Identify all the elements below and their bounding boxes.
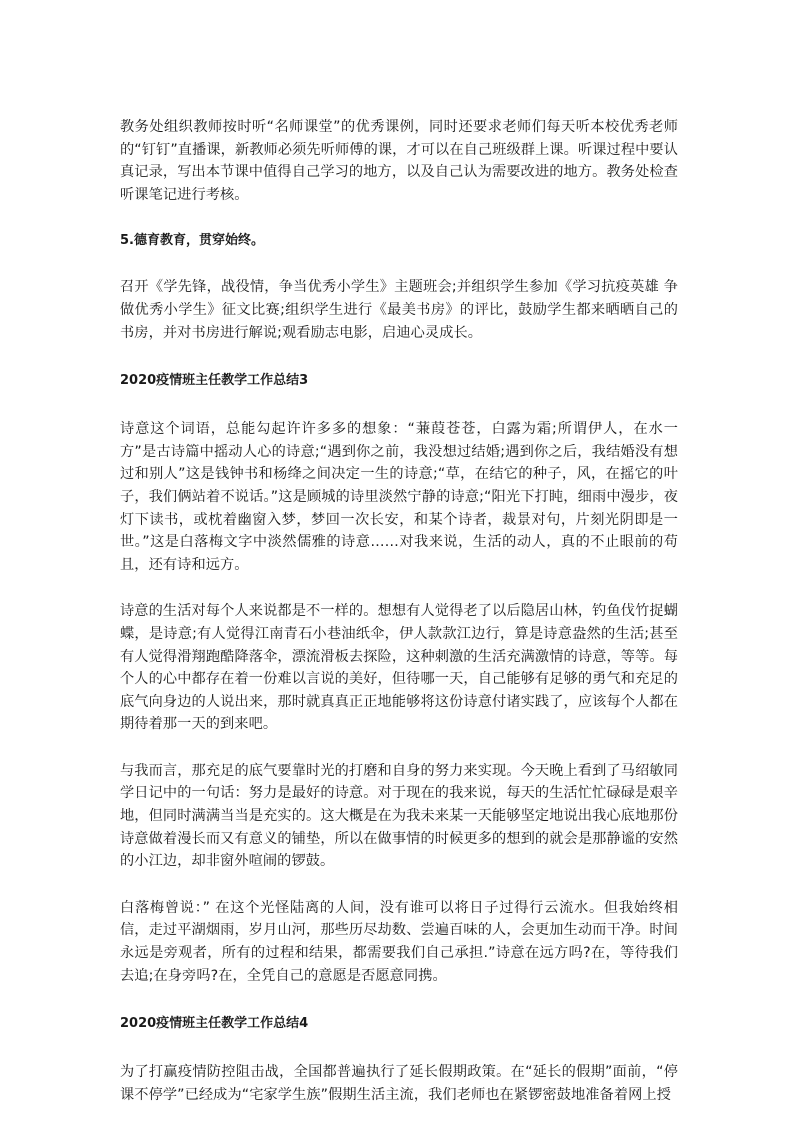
document-page [120, 116, 678, 1106]
subheading-moral-education: 5.德育教育，贯穿始终。 [120, 233, 264, 249]
section-heading-summary-4: 2020疫情班主任教学工作总结4 [120, 1016, 309, 1032]
section-heading-summary-3: 2020疫情班主任教学工作总结3 [120, 373, 309, 389]
paragraph-poetry-intro: 诗意这个词语，总能勾起许许多多的想象：“蒹葭苍苍，白露为霜;所谓伊人，在水一方”是古诗篇中摇动人心的诗意;“遇到你之前，我没想过结婚;遇到你之后，我结婚没有想过和别人”这是钱钟书和杨绛之间决定一生的诗意;“草，在结它的种子，风，在摇它的叶子，我们俩站着不说话。”这是顾城的诗里淡然宁静的诗意;“阳光下打盹，细雨中漫步，夜灯下读书，或枕着幽窗入梦，梦回一次长安，和某个诗者，裁景对句，片刻光阴即是一世。”这是白落梅文字中淡然儒雅的诗意……对我来说，生活的动人，真的不止眼前的苟且，还有诗和远方。 [120, 421, 678, 573]
paragraph-epidemic-holiday: 为了打赢疫情防控阻击战，全国都普遍执行了延长假期政策。在“延长的假期”面前，“停课不停学”已经成为“宅家学生族”假期生活主流，我们老师也在紧锣密鼓地准备着网上授 [120, 1064, 678, 1103]
paragraph-lesson-observation: 教务处组织教师按时听“名师课堂”的优秀课例，同时还要求老师们每天听本校优秀老师的“钉钉”直播课，新教师必须先听师傅的课，才可以在自己班级群上课。听课过程中要认真记录，写出本节课中值得自己学习的地方，以及自己认为需要改进的地方。教务处检查听课笔记进行考核。 [120, 119, 678, 203]
paragraph-poetic-life: 诗意的生活对每个人来说都是不一样的。想想有人觉得老了以后隐居山林，钓鱼伐竹捉蝴蝶，是诗意;有人觉得江南青石小巷油纸伞，伊人款款江边行，算是诗意盎然的生活;甚至有人觉得滑翔跑酷降落伞，漂流滑板去探险，这种刺激的生活充满激情的诗意，等等。每个人的心中都存在着一份难以言说的美好，但待哪一天，自己能够有足够的勇气和充足的底气向身边的人说出来，那时就真真正正地能够将这份诗意付诸实践了，应该每个人都在期待着那一天的到来吧。 [120, 603, 678, 733]
paragraph-bai-luomei-quote: 白落梅曾说：” 在这个光怪陆离的人间，没有谁可以将日子过得行云流水。但我始终相信，走过平湖烟雨，岁月山河，那些历尽劫数、尝遍百味的人，会更加生动而干净。时间永远是旁观者，所有的过程和结果，都需要我们自己承担.”诗意在远方吗?在，等待我们去追;在身旁吗?在，全凭自己的意愿是否愿意同携。 [120, 899, 678, 984]
paragraph-effort: 与我而言，那充足的底气要靠时光的打磨和自身的努力来实现。今天晚上看到了马绍敏同学日记中的一句话：努力是最好的诗意。对于现在的我来说，每天的生活忙忙碌碌是艰辛地，但同时满满当当是充实的。这大概是在为我未来某一天能够坚定地说出我心底地那份诗意做着漫长而又有意义的铺垫，所以在做事情的时候更多的想到的就会是那静谧的安然的小江边，却非窗外喧闹的锣鼓。 [120, 762, 678, 870]
paragraph-class-meeting: 召开《学先锋，战役情，争当优秀小学生》主题班会;并组织学生参加《学习抗疫英雄 争做优秀小学生》征文比赛;组织学生进行《最美书房》的评比，鼓励学生都来晒晒自己的书房，并对书房进行解说;观看励志电影，启迪心灵成长。 [120, 279, 678, 341]
